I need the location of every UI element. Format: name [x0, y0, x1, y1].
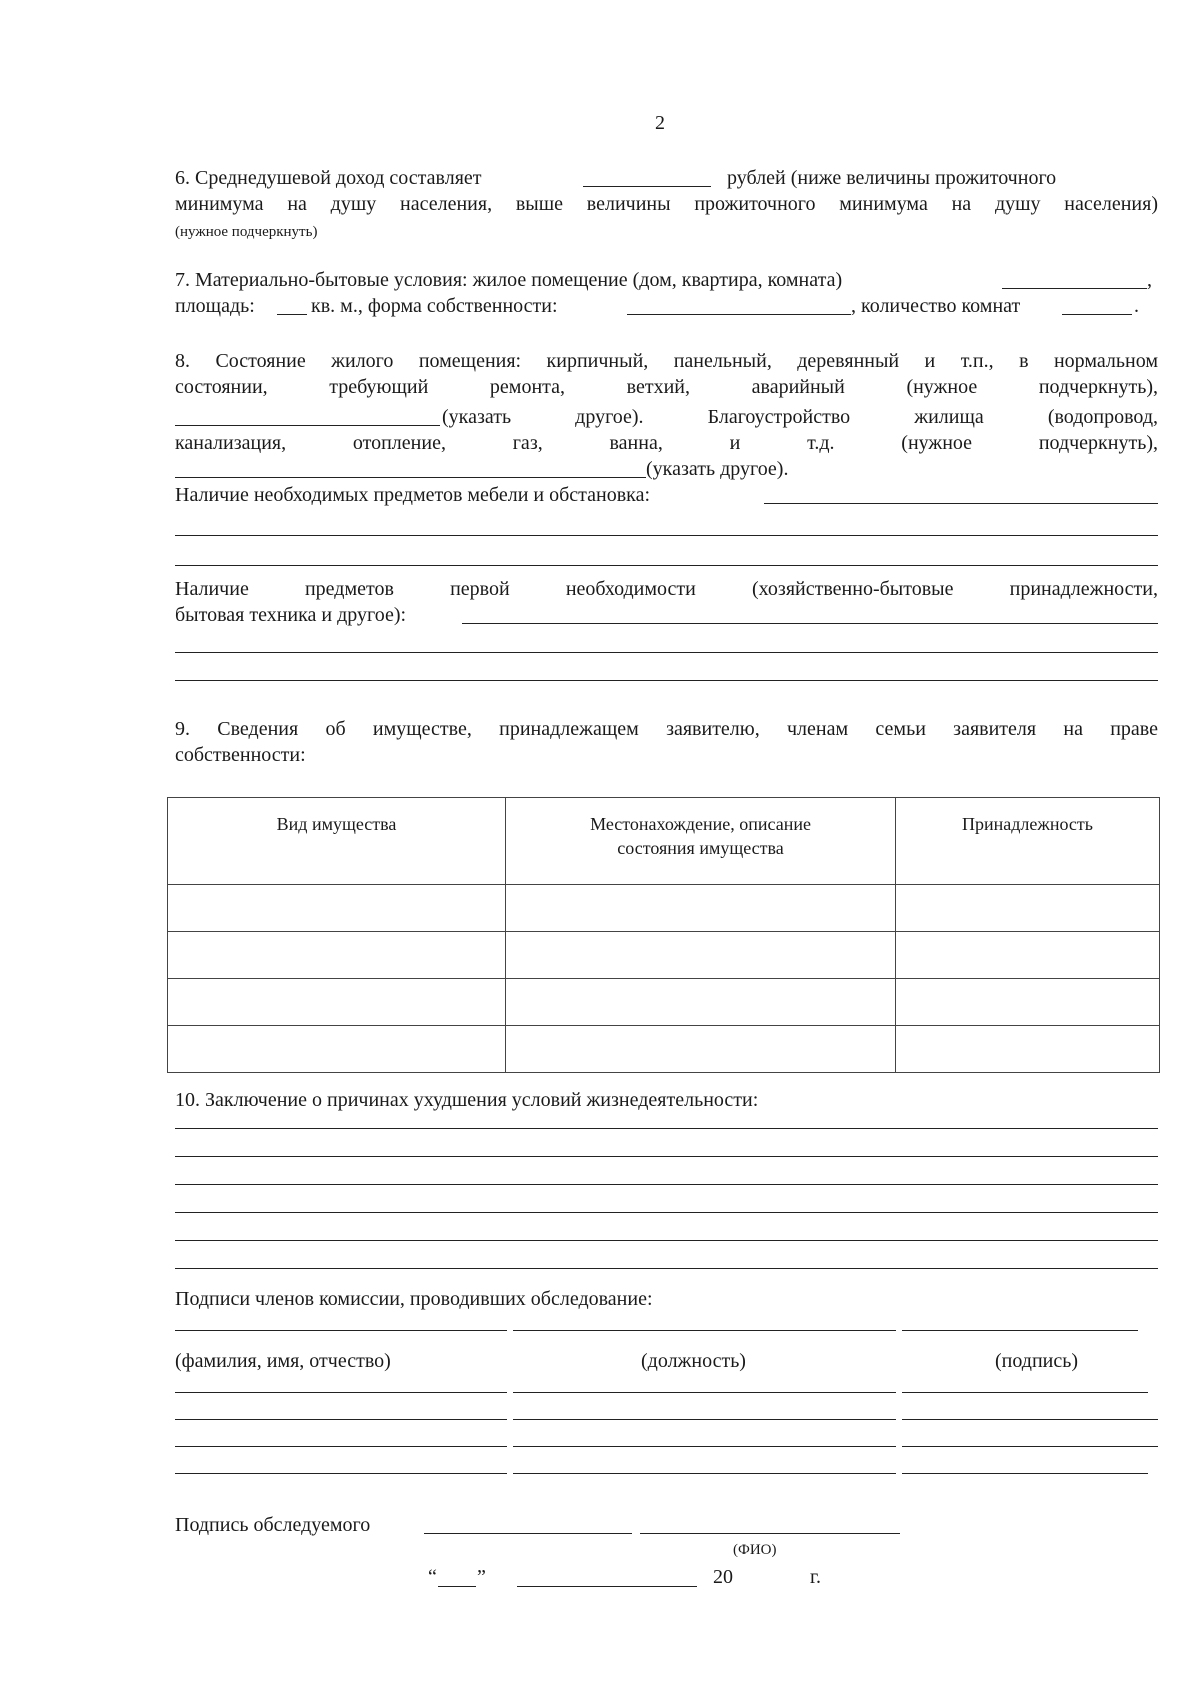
table-cell[interactable]: [896, 1026, 1160, 1073]
header-location-text: Местонахождение, описание состояния имущества: [590, 814, 811, 858]
section6-line1-start: 6. Среднедушевой доход составляет: [175, 167, 482, 189]
condition-other-field[interactable]: [175, 425, 440, 426]
furniture-field-1[interactable]: [764, 503, 1158, 504]
rooms-label: , количество комнат: [851, 295, 1021, 317]
section8-line1: 8. Состояние жилого помещения: кирпичный, панельный, деревянный и т.п., в нормальном: [175, 350, 1158, 372]
table-cell[interactable]: [896, 932, 1160, 979]
examinee-signature-line[interactable]: [424, 1533, 632, 1534]
section9-line1: 9. Сведения об имуществе, принадлежащем заявителю, членам семьи заявителя на праве: [175, 718, 1158, 740]
conclusion-line-4[interactable]: [175, 1212, 1158, 1213]
date-year-prefix: 20: [713, 1566, 733, 1588]
necessities-line1: Наличие предметов первой необходимости (хозяйственно-бытовые принадлежности,: [175, 578, 1158, 600]
table-cell[interactable]: [506, 979, 896, 1026]
section8-line5: (указать другое).: [646, 458, 789, 480]
table-cell[interactable]: [896, 979, 1160, 1026]
dwelling-type-field[interactable]: [1002, 288, 1147, 289]
table-cell[interactable]: [506, 885, 896, 932]
necessities-field-1[interactable]: [462, 623, 1158, 624]
section7-line1: 7. Материально-бытовые условия: жилое помещение (дом, квартира, комната): [175, 269, 843, 291]
date-month-field[interactable]: [517, 1586, 697, 1587]
member-4-fio[interactable]: [175, 1473, 507, 1474]
conclusion-line-3[interactable]: [175, 1184, 1158, 1185]
necessities-field-2[interactable]: [175, 652, 1158, 653]
area-unit-label: кв. м., форма собственности:: [311, 295, 558, 317]
conclusion-line-1[interactable]: [175, 1128, 1158, 1129]
examinee-fio-label: (ФИО): [733, 1542, 777, 1558]
commission-signature-line[interactable]: [902, 1330, 1138, 1331]
member-1-fio[interactable]: [175, 1392, 507, 1393]
section6-note: (нужное подчеркнуть): [175, 224, 318, 240]
necessities-field-3[interactable]: [175, 680, 1158, 681]
commission-title: Подписи членов комиссии, проводивших обследование:: [175, 1288, 653, 1310]
examinee-fio-line[interactable]: [640, 1533, 900, 1534]
member-3-signature[interactable]: [902, 1446, 1158, 1447]
member-2-signature[interactable]: [902, 1419, 1158, 1420]
examinee-label: Подпись обследуемого: [175, 1514, 371, 1536]
header-location: [506, 798, 896, 885]
label-signature: (подпись): [995, 1350, 1079, 1372]
member-2-position[interactable]: [513, 1419, 896, 1420]
date-quote-open: “: [428, 1566, 437, 1588]
date-day-field[interactable]: [438, 1586, 476, 1587]
table-cell[interactable]: [168, 1026, 506, 1073]
label-position: (должность): [641, 1350, 746, 1372]
header-property-type: Вид имущества: [168, 798, 506, 885]
table-cell[interactable]: [506, 932, 896, 979]
property-table-header: [168, 798, 1160, 885]
table-row: [168, 979, 1160, 1026]
furniture-field-2[interactable]: [175, 535, 1158, 536]
table-cell[interactable]: [168, 979, 506, 1026]
section10-title: 10. Заключение о причинах ухудшения условий жизнедеятельности:: [175, 1089, 759, 1111]
conclusion-line-6[interactable]: [175, 1268, 1158, 1269]
header-ownership: Принадлежность: [896, 798, 1160, 885]
property-table: [167, 797, 1160, 1073]
section8-line4: канализация, отопление, газ, ванна, и т.д. (нужное подчеркнуть),: [175, 432, 1158, 454]
table-cell[interactable]: [168, 885, 506, 932]
necessities-line2: бытовая техника и другое):: [175, 604, 407, 626]
label-fio: (фамилия, имя, отчество): [175, 1350, 391, 1372]
income-field[interactable]: [583, 186, 711, 187]
area-field[interactable]: [277, 314, 307, 315]
section8-line2: состоянии, требующий ремонта, ветхий, аварийный (нужное подчеркнуть),: [175, 376, 1158, 398]
page-number: 2: [655, 112, 665, 134]
member-4-position[interactable]: [513, 1473, 896, 1474]
member-1-signature[interactable]: [902, 1392, 1148, 1393]
table-cell[interactable]: [896, 885, 1160, 932]
member-4-signature[interactable]: [902, 1473, 1148, 1474]
commission-position-line[interactable]: [513, 1330, 896, 1331]
member-2-fio[interactable]: [175, 1419, 507, 1420]
member-3-fio[interactable]: [175, 1446, 507, 1447]
section6-line1-end: рублей (ниже величины прожиточного: [727, 167, 1057, 189]
date-quote-close: ”: [477, 1566, 486, 1588]
date-suffix: г.: [810, 1566, 821, 1588]
member-3-position[interactable]: [513, 1446, 896, 1447]
section8-line3: (указать другое). Благоустройство жилища (водопровод,: [442, 406, 1158, 428]
conclusion-line-5[interactable]: [175, 1240, 1158, 1241]
section7-comma: ,: [1147, 269, 1152, 291]
area-label: площадь:: [175, 295, 255, 317]
conclusion-line-2[interactable]: [175, 1156, 1158, 1157]
furniture-label: Наличие необходимых предметов мебели и обстановка:: [175, 484, 651, 506]
table-row: [168, 932, 1160, 979]
section6-line2: минимума на душу населения, выше величины прожиточного минимума на душу населения): [175, 193, 1158, 215]
furniture-field-3[interactable]: [175, 565, 1158, 566]
table-row: [168, 1026, 1160, 1073]
ownership-field[interactable]: [627, 314, 851, 315]
amenities-other-field[interactable]: [175, 477, 646, 478]
section9-line2: собственности:: [175, 744, 306, 766]
member-1-position[interactable]: [513, 1392, 896, 1393]
table-row: [168, 885, 1160, 932]
table-cell[interactable]: [506, 1026, 896, 1073]
table-cell[interactable]: [168, 932, 506, 979]
rooms-end: .: [1134, 295, 1139, 317]
commission-fio-line[interactable]: [175, 1330, 507, 1331]
rooms-field[interactable]: [1062, 314, 1132, 315]
